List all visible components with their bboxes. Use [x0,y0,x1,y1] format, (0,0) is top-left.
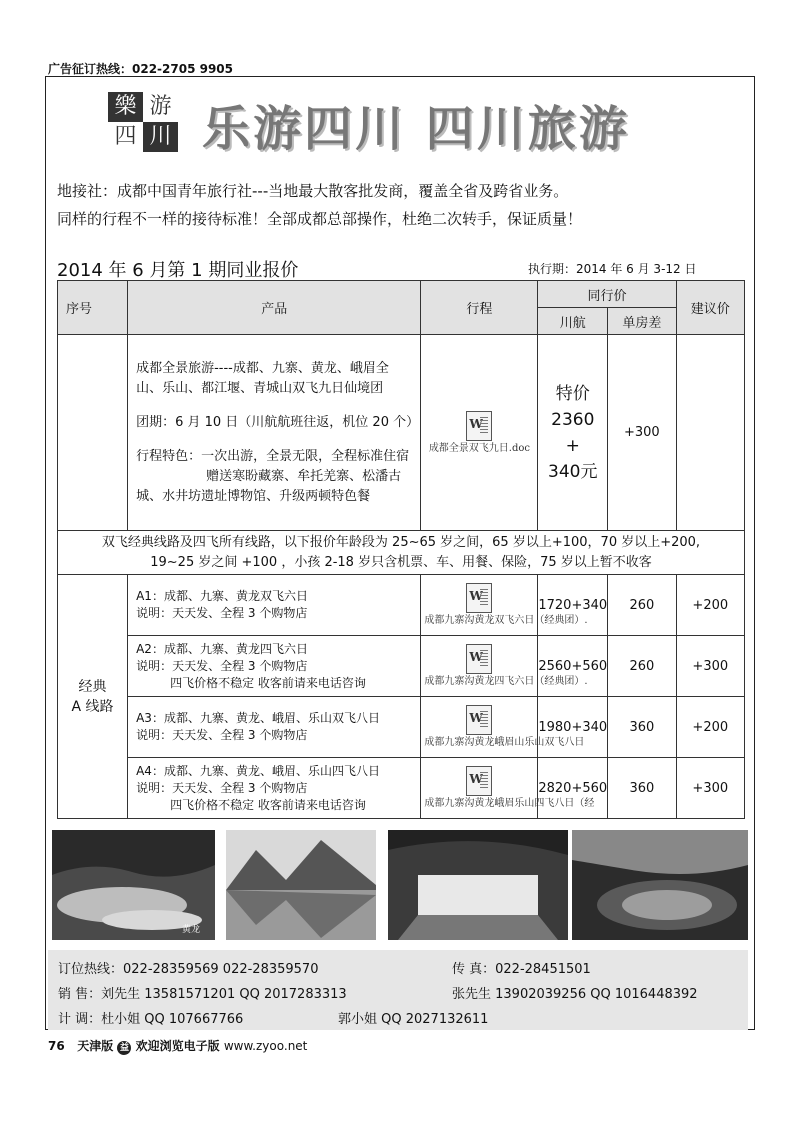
header-product: 产品 [128,281,421,335]
route-line: 说明：天天发、全程 3 个购物店 [136,658,308,673]
special-price-value: 2360 [551,409,595,430]
photo-waterfall [388,830,568,940]
period-title: 2014 年 6 月第 1 期同业报价 [57,260,299,281]
photo-stream [572,830,748,940]
doc-filename: 成都九寨沟黄龙峨眉乐山四飞八日（经 [424,798,595,809]
doc-filename: 成都九寨沟黄龙四飞六日（经典团）. [424,676,588,687]
intro-line-2: 同样的行程不一样的接待标准！全部成都总部操作，杜绝二次转手，保证质量！ [57,210,583,228]
route-line: 四飞价格不稳定 收客前请来电话咨询 [170,675,366,690]
exec-period: 执行期：2014 年 6 月 3-12 日 [528,262,697,276]
route-price: 2560+560 [538,636,608,697]
special-price-plus: + [565,435,580,456]
logo-char: 游 [143,92,178,122]
route-single: 360 [608,758,676,819]
banner-title: 乐游四川 四川旅游 [202,101,630,157]
route-suggest: +300 [676,636,744,697]
logo-char: 樂 [114,94,137,119]
route-line: 说明：天天发、全程 3 个购物店 [136,780,308,795]
brand-logo [108,92,178,152]
fax-number: 传 真：022-28451501 [452,962,591,977]
main-single: +300 [608,335,676,531]
route-price: 1980+340 [538,697,608,758]
edition-label: 天津版 [77,1039,114,1053]
header-airline: 川航 [538,308,608,335]
header-suggest: 建议价 [676,281,744,335]
route-suggest: +200 [676,575,744,636]
route-line: 四飞价格不稳定 收客前请来电话咨询 [170,797,366,812]
sales-contact-2: 张先生 13902039256 QQ 1016448392 [452,987,698,1002]
route-line: A4：成都、九寨、黄龙、峨眉、乐山四飞八日 [136,763,380,778]
main-feature-2: 赠送寒盼藏寨、牟托羌寨、松潘古城、水井坊遗址博物馆、升级两顿特色餐 [136,468,402,504]
header-price-group: 同行价 [538,281,676,308]
site-url[interactable]: www.zyoo.net [223,1039,308,1053]
planner-contact-1: 计 调：杜小姐 QQ 107667766 [58,1012,244,1027]
route-line: 说明：天天发、全程 3 个购物店 [136,606,308,620]
note-line-2: 19~25 岁之间 +100 ，小孩 2-18 岁只含机票、车、用餐、保险，75 岁以上暂不收客 [150,554,652,570]
route-price: 1720+340 [538,575,608,636]
photo-huanglong [52,830,215,940]
special-price-tax: 340元 [548,461,598,482]
page-number: 76 [48,1039,65,1053]
main-product-title: 成都全景旅游----成都、九寨、黄龙、峨眉全山、乐山、都江堰、青城山双飞九日仙境团 [136,360,389,396]
route-line: 说明：天天发、全程 3 个购物店 [136,728,308,742]
route-price: 2820+560 [538,758,608,819]
route-line: A3：成都、九寨、黄龙、峨眉、乐山双飞八日 [136,711,380,725]
photo-strip [52,830,748,940]
route-line: A1：成都、九寨、黄龙双飞六日 [136,589,308,603]
header-single: 单房差 [608,308,676,335]
contact-footer [48,950,748,1030]
photo-lake [226,830,376,940]
intro-line-1: 地接社：成都中国青年旅行社---当地最大散客批发商，覆盖全省及跨省业务。 [57,182,569,200]
doc-attachment[interactable] [421,411,537,455]
planner-contact-2: 郭小姐 QQ 2027132611 [338,1012,489,1027]
route-group-label: 经典 A 线路 [58,575,128,819]
word-doc-icon [466,411,492,441]
word-doc-icon [466,644,492,674]
price-table [57,280,745,819]
ebook-text: 欢迎浏览电子版 [135,1039,220,1053]
header-route: 行程 [421,281,538,335]
page-bar [48,1037,307,1055]
main-feature-1: 行程特色：一次出游，全景无限，全程标准住宿 [136,448,410,464]
route-suggest: +300 [676,758,744,819]
photo-caption: 黄龙 [182,925,201,935]
note-line-1: 双飞经典线路及四飞所有线路，以下报价年龄段为 25~65 岁之间，65 岁以上+100，70 岁以上+200, [101,534,701,550]
word-doc-icon [466,583,492,613]
brand-badge-icon: 益 [117,1041,131,1055]
header-no: 序号 [58,281,128,335]
route-suggest: +200 [676,697,744,758]
main-group-date: 团期：6 月 10 日（川航航班往返，机位 20 个） [136,414,420,430]
doc-filename: 成都九寨沟黄龙双飞六日（经典团）. [424,615,588,626]
logo-char: 川 [149,124,172,149]
order-hotline: 订位热线：022-28359569 022-28359570 [58,962,319,977]
doc-filename: 成都全景双飞九日.doc [428,442,531,454]
word-doc-icon [466,766,492,796]
route-line: A2：成都、九寨、黄龙四飞六日 [136,641,308,656]
route-single: 360 [608,697,676,758]
route-single: 260 [608,575,676,636]
logo-char: 四 [108,122,143,152]
ad-hotline: 广告征订热线：022-2705 9905 [48,62,234,76]
doc-filename: 成都九寨沟黄龙峨眉山乐山双飞八日 [424,737,585,748]
sales-contact-1: 销 售：刘先生 13581571201 QQ 2017283313 [58,987,347,1002]
special-price-label: 特价 [555,383,590,404]
word-doc-icon [466,705,492,735]
route-single: 260 [608,636,676,697]
